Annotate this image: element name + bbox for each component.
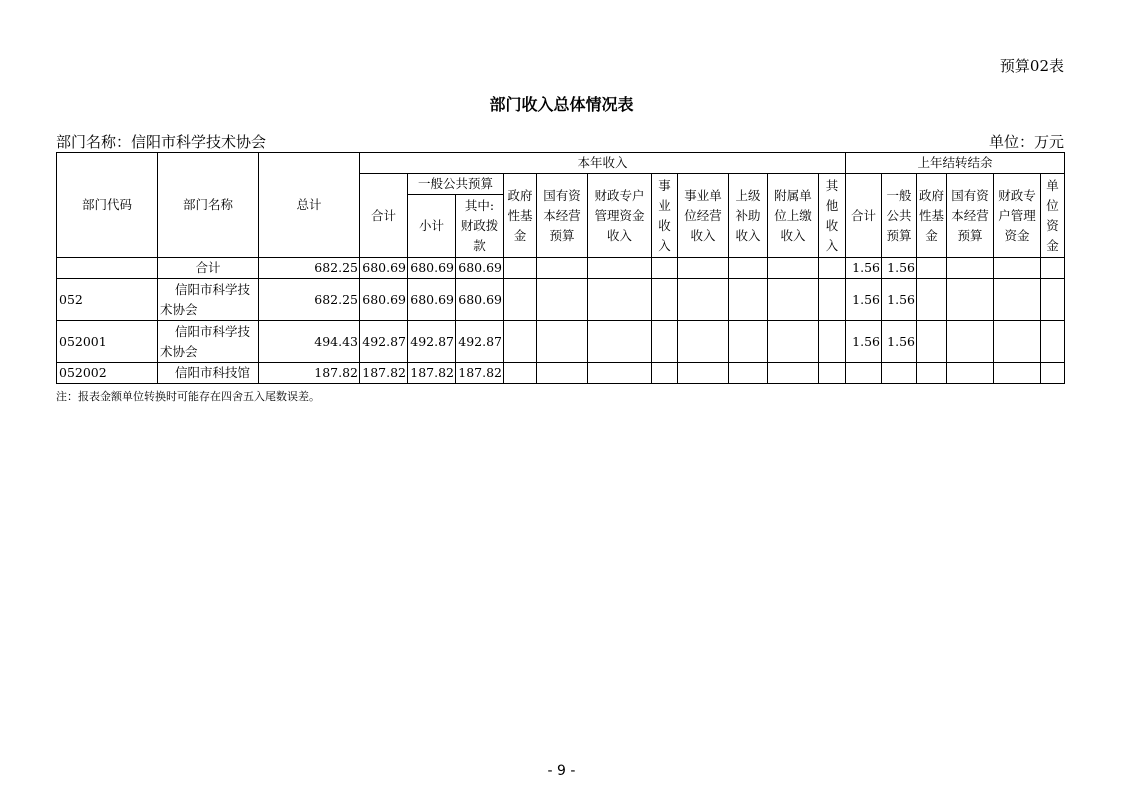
- cell-total: 187.82: [259, 363, 360, 384]
- header-gb-subtotal: 小计: [408, 195, 456, 258]
- header-superior-subsidy: 上级补助收入: [729, 174, 768, 258]
- cell-co-general: [882, 363, 917, 384]
- table-row: [57, 279, 1065, 321]
- cell-subtotal: 680.69: [360, 258, 408, 279]
- cell-co-general: 1.56: [882, 321, 917, 363]
- header-co-state-capital: 国有资本经营预算: [947, 174, 994, 258]
- cell-co-general: 1.56: [882, 279, 917, 321]
- header-affiliated-income: 附属单位上缴收入: [768, 174, 819, 258]
- header-co-unit-fund: 单位资金: [1041, 174, 1065, 258]
- cell-total: 682.25: [259, 279, 360, 321]
- cell-gb-subtotal: 680.69: [408, 279, 456, 321]
- header-biz-unit-income: 事业单位经营收入: [678, 174, 729, 258]
- cell-code: 052001: [57, 321, 158, 363]
- cell-code: 052: [57, 279, 158, 321]
- cell-co-total: 1.56: [846, 279, 882, 321]
- header-general-budget: 一般公共预算: [408, 174, 504, 195]
- unit-label: 单位：万元: [988, 133, 1064, 151]
- header-current-income: 本年收入: [360, 153, 846, 174]
- cell-subtotal: 492.87: [360, 321, 408, 363]
- cell-name: 合计: [158, 258, 259, 279]
- header-fiscal-special: 财政专户管理资金收入: [588, 174, 652, 258]
- header-total: 总计: [259, 153, 360, 258]
- cell-co-total: [846, 363, 882, 384]
- header-co-gov-fund: 政府性基金: [917, 174, 947, 258]
- header-co-general: 一般公共预算: [882, 174, 917, 258]
- cell-name: 信阳市科学技术协会: [158, 321, 259, 363]
- header-gov-fund: 政府性基金: [504, 174, 537, 258]
- cell-gb-fiscal: 680.69: [456, 279, 504, 321]
- income-table: [56, 152, 1065, 384]
- cell-total: 494.43: [259, 321, 360, 363]
- page-title: 部门收入总体情况表: [489, 95, 634, 114]
- cell-subtotal: 187.82: [360, 363, 408, 384]
- cell-co-total: 1.56: [846, 258, 882, 279]
- cell-gb-fiscal: 680.69: [456, 258, 504, 279]
- cell-gb-subtotal: 680.69: [408, 258, 456, 279]
- cell-gb-subtotal: 187.82: [408, 363, 456, 384]
- footnote: 注：报表金额单位转换时可能存在四舍五入尾数误差。: [56, 390, 320, 403]
- cell-total: 682.25: [259, 258, 360, 279]
- table-row: [57, 363, 1065, 384]
- header-subtotal: 合计: [360, 174, 408, 258]
- header-co-fiscal-special: 财政专户管理资金: [994, 174, 1041, 258]
- header-dept-name: 部门名称: [158, 153, 259, 258]
- header-carryover: 上年结转结余: [846, 153, 1065, 174]
- cell-name: 信阳市科技馆: [158, 363, 259, 384]
- cell-code: 052002: [57, 363, 158, 384]
- form-number: 预算02表: [999, 57, 1064, 75]
- cell-name: 信阳市科学技术协会: [158, 279, 259, 321]
- department-label: 部门名称：信阳市科学技术协会: [56, 133, 267, 151]
- header-state-capital: 国有资本经营预算: [537, 174, 588, 258]
- cell-gb-subtotal: 492.87: [408, 321, 456, 363]
- header-business-income: 事业收入: [652, 174, 678, 258]
- header-other-income: 其他收入: [819, 174, 846, 258]
- header-co-total: 合计: [846, 174, 882, 258]
- cell-gb-fiscal: 187.82: [456, 363, 504, 384]
- table-row: [57, 321, 1065, 363]
- cell-code: [57, 258, 158, 279]
- page-number: - 9 -: [547, 763, 576, 779]
- cell-co-total: 1.56: [846, 321, 882, 363]
- cell-subtotal: 680.69: [360, 279, 408, 321]
- header-gb-fiscal: 其中:财政拨款: [456, 195, 504, 258]
- table-row-total: [57, 258, 1065, 279]
- cell-co-general: 1.56: [882, 258, 917, 279]
- header-dept-code: 部门代码: [57, 153, 158, 258]
- cell-gb-fiscal: 492.87: [456, 321, 504, 363]
